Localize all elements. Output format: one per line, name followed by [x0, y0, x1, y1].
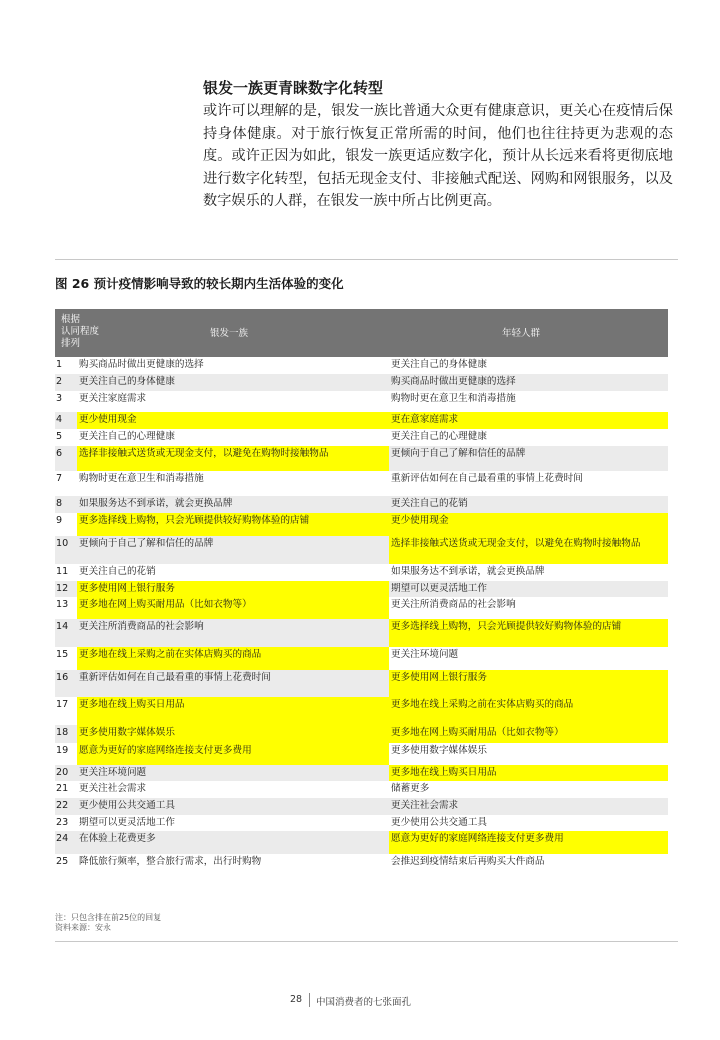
figure-title: 图 26 预计疫情影响导致的较长期内生活体验的变化: [55, 276, 344, 291]
cell-young: 如果服务达不到承诺，就会更换品牌: [391, 566, 545, 577]
divider-bottom: [55, 941, 678, 942]
table-row: [55, 781, 668, 798]
row-rank: 8: [56, 498, 63, 509]
cell-young: 更关注自己的心理健康: [391, 431, 487, 442]
cell-silver: 更多地在线上采购之前在实体店购买的商品: [77, 647, 389, 670]
table-row: [55, 581, 668, 597]
cell-silver: 更多地在网上购买耐用品（比如衣物等）: [77, 597, 389, 619]
row-rank: 7: [56, 473, 63, 484]
cell-young: 重新评估如何在自己最看重的事情上花费时间: [391, 473, 583, 484]
cell-silver: 更关注自己的心理健康: [79, 431, 175, 442]
row-rank: 2: [56, 376, 63, 387]
row-rank: 12: [56, 583, 69, 594]
table-row: [55, 647, 668, 670]
cell-silver: 更多使用网上银行服务: [77, 581, 389, 597]
cell-silver: 更少使用公共交通工具: [79, 800, 175, 811]
table-row: [55, 446, 668, 471]
row-rank: 20: [56, 767, 69, 778]
cell-silver: 更多使用数字媒体娱乐: [77, 725, 389, 743]
header-silver: 银发一族: [210, 328, 249, 339]
cell-young: 更倾向于自己了解和信任的品牌: [391, 448, 526, 459]
cell-young: 会推迟到疫情结束后再购买大件商品: [391, 856, 545, 867]
cell-silver: 更关注自己的身体健康: [79, 376, 175, 387]
cell-young: 储蓄更多: [391, 783, 430, 794]
cell-young: 愿意为更好的家庭网络连接支付更多费用: [389, 831, 668, 854]
table-row: [55, 412, 668, 429]
row-rank: 3: [56, 393, 63, 404]
table-row: [55, 374, 668, 391]
cell-young: 更多地在线上购买日用品: [389, 765, 668, 781]
table-row: [55, 670, 668, 697]
table-row: [55, 536, 668, 564]
row-rank: 15: [56, 649, 69, 660]
cell-silver: 更多地在线上购买日用品: [77, 697, 389, 725]
row-rank: 23: [56, 817, 69, 828]
cell-silver: 更关注所消费商品的社会影响: [79, 621, 204, 632]
table-row: [55, 765, 668, 781]
table-row: [55, 725, 668, 743]
cell-young: 购买商品时做出更健康的选择: [391, 376, 516, 387]
cell-silver: 更关注社会需求: [79, 783, 147, 794]
row-rank: 22: [56, 800, 69, 811]
note-text: 注：只包含排在前25位的回复: [55, 913, 162, 922]
cell-young: 更多选择线上购物，只会光顾提供较好购物体验的店铺: [389, 619, 668, 647]
page-number: 28: [290, 994, 303, 1005]
intro-section: [203, 78, 673, 213]
cell-young: 更少使用公共交通工具: [391, 817, 487, 828]
cell-young: 购物时更在意卫生和消毒措施: [391, 393, 516, 404]
table-row: [55, 743, 668, 765]
cell-young: 更关注所消费商品的社会影响: [391, 599, 516, 610]
table-row: [55, 496, 668, 513]
table-row: [55, 471, 668, 496]
cell-silver: 在体验上花费更多: [79, 833, 156, 844]
cell-young: 更多地在网上购买耐用品（比如衣物等）: [389, 725, 668, 743]
table-row: [55, 513, 668, 536]
cell-young: 更关注自己的花销: [391, 498, 468, 509]
cell-silver: 如果服务达不到承诺，就会更换品牌: [79, 498, 233, 509]
cell-silver: 愿意为更好的家庭网络连接支付更多费用: [77, 743, 389, 765]
cell-young: 选择非接触式送货或无现金支付，以避免在购物时接触物品: [389, 536, 668, 564]
cell-silver: 更关注家庭需求: [79, 393, 147, 404]
cell-young: 更关注环境问题: [391, 649, 459, 660]
cell-young: 更多地在线上采购之前在实体店购买的商品: [389, 697, 668, 725]
header-rank: 根据 认同程度 排列: [61, 314, 100, 349]
row-rank: 16: [56, 672, 69, 683]
table-row: [55, 597, 668, 619]
publication-title: 中国消费者的七张面孔: [316, 997, 412, 1008]
cell-silver: 更关注自己的花销: [79, 566, 156, 577]
cell-young: 更关注自己的身体健康: [391, 359, 487, 370]
divider-top: [55, 259, 678, 260]
row-rank: 6: [56, 448, 63, 459]
cell-silver: 更少使用现金: [77, 412, 389, 429]
cell-silver: 购物时更在意卫生和消毒措施: [79, 473, 204, 484]
cell-silver: 重新评估如何在自己最看重的事情上花费时间: [79, 672, 271, 683]
row-rank: 11: [56, 566, 69, 577]
row-rank: 21: [56, 783, 69, 794]
table-row: [55, 815, 668, 831]
cell-young: 期望可以更灵活地工作: [391, 583, 487, 594]
header-young: 年轻人群: [502, 328, 541, 339]
table-row: [55, 697, 668, 725]
table-row: [55, 391, 668, 412]
section-title: 银发一族更青睐数字化转型: [203, 79, 384, 97]
table-row: [55, 357, 668, 374]
source-text: 资料来源：安永: [55, 923, 111, 932]
row-rank: 1: [56, 359, 63, 370]
cell-silver: 更倾向于自己了解和信任的品牌: [79, 538, 214, 549]
row-rank: 4: [56, 414, 63, 425]
cell-young: 更在意家庭需求: [389, 412, 668, 429]
row-rank: 18: [56, 727, 69, 738]
cell-young: 更关注社会需求: [391, 800, 459, 811]
row-rank: 14: [56, 621, 69, 632]
cell-young: 更多使用数字媒体娱乐: [391, 745, 487, 756]
table-body: [55, 357, 668, 876]
cell-silver: 更关注环境问题: [79, 767, 147, 778]
cell-silver: 购买商品时做出更健康的选择: [79, 359, 204, 370]
section-body: 或许可以理解的是，银发一族比普通大众更有健康意识，更关心在疫情后保持身体健康。对于旅行恢复正常所需的时间，他们也往往持更为悲观的态度。或许正因为如此，银发一族更适应数字化，预计从长远来看将更彻底地进行数字化转型，包括无现金支付、非接触式配送、网购和网银服务，以及数字娱乐的人群，在银发一族中所占比例更高。: [203, 103, 673, 210]
footer-separator: [309, 993, 310, 1007]
row-rank: 24: [56, 833, 69, 844]
row-rank: 25: [56, 856, 69, 867]
table-row: [55, 429, 668, 446]
cell-young: 更多使用网上银行服务: [389, 670, 668, 697]
cell-silver: 更多选择线上购物，只会光顾提供较好购物体验的店铺: [77, 513, 389, 536]
comparison-table: [55, 309, 668, 876]
cell-silver: 选择非接触式送货或无现金支付，以避免在购物时接触物品: [77, 446, 389, 471]
table-header: [55, 309, 668, 357]
row-rank: 17: [56, 699, 69, 710]
row-rank: 19: [56, 745, 69, 756]
row-rank: 13: [56, 599, 69, 610]
cell-young: 更少使用现金: [389, 513, 668, 536]
table-row: [55, 854, 668, 876]
cell-silver: 降低旅行频率，整合旅行需求，出行时购物: [79, 856, 262, 867]
table-row: [55, 798, 668, 815]
row-rank: 9: [56, 515, 63, 526]
cell-silver: 期望可以更灵活地工作: [79, 817, 175, 828]
table-row: [55, 619, 668, 647]
figure-notes: [55, 913, 161, 933]
table-row: [55, 831, 668, 854]
row-rank: 10: [56, 538, 69, 549]
row-rank: 5: [56, 431, 63, 442]
table-row: [55, 564, 668, 581]
